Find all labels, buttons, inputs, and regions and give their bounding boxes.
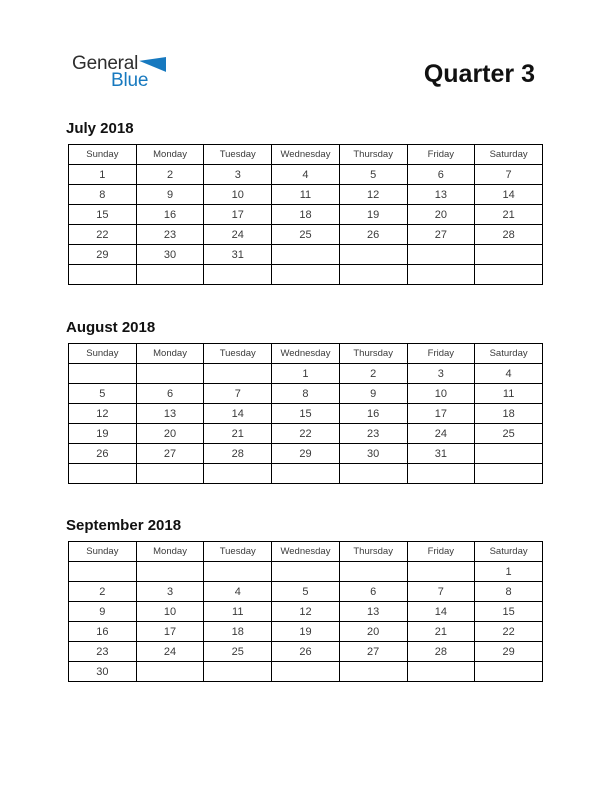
day-cell: 12: [339, 185, 407, 205]
day-cell: 15: [272, 404, 340, 424]
day-cell: 13: [339, 602, 407, 622]
day-cell: 25: [475, 424, 543, 444]
empty-day-cell: [204, 364, 272, 384]
day-cell: 4: [204, 582, 272, 602]
day-cell: 25: [272, 225, 340, 245]
day-cell: 16: [136, 205, 204, 225]
day-cell: 12: [69, 404, 137, 424]
weekday-header-row: [69, 145, 543, 165]
day-cell: 22: [69, 225, 137, 245]
week-row: [69, 404, 543, 424]
day-cell: 19: [272, 622, 340, 642]
empty-day-cell: [272, 562, 340, 582]
calendar-table-august: [68, 343, 543, 484]
day-cell: 26: [69, 444, 137, 464]
empty-day-cell: [136, 364, 204, 384]
day-cell: 5: [339, 165, 407, 185]
week-row: [69, 424, 543, 444]
weekday-header-cell: Tuesday: [204, 145, 272, 165]
day-cell: 24: [136, 642, 204, 662]
day-cell: 29: [475, 642, 543, 662]
day-cell: 8: [475, 582, 543, 602]
week-row: [69, 562, 543, 582]
day-cell: 8: [69, 185, 137, 205]
empty-day-cell: [475, 464, 543, 484]
empty-day-cell: [339, 562, 407, 582]
empty-day-cell: [272, 464, 340, 484]
empty-day-cell: [475, 662, 543, 682]
weekday-header-cell: Sunday: [69, 344, 137, 364]
day-cell: 14: [204, 404, 272, 424]
empty-day-cell: [475, 245, 543, 265]
empty-day-cell: [407, 662, 475, 682]
empty-day-cell: [407, 464, 475, 484]
weekday-header-cell: Monday: [136, 145, 204, 165]
weekday-header-cell: Wednesday: [272, 344, 340, 364]
week-row: [69, 622, 543, 642]
page-title: Quarter 3: [423, 60, 535, 88]
general-blue-logo: [72, 54, 166, 91]
day-cell: 16: [69, 622, 137, 642]
empty-day-cell: [272, 245, 340, 265]
empty-day-cell: [69, 364, 137, 384]
empty-day-cell: [339, 662, 407, 682]
day-cell: 2: [339, 364, 407, 384]
day-cell: 22: [272, 424, 340, 444]
day-cell: 21: [407, 622, 475, 642]
weekday-header-cell: Sunday: [69, 542, 137, 562]
empty-day-cell: [204, 464, 272, 484]
day-cell: 2: [69, 582, 137, 602]
week-row: [69, 444, 543, 464]
day-cell: 26: [339, 225, 407, 245]
day-cell: 19: [339, 205, 407, 225]
day-cell: 5: [272, 582, 340, 602]
day-cell: 9: [69, 602, 137, 622]
weekday-header-row: [69, 344, 543, 364]
month-heading-august: August 2018: [66, 319, 156, 336]
day-cell: 6: [136, 384, 204, 404]
empty-day-cell: [204, 265, 272, 285]
day-cell: 30: [339, 444, 407, 464]
empty-day-cell: [475, 444, 543, 464]
empty-day-cell: [69, 562, 137, 582]
day-cell: 5: [69, 384, 137, 404]
weekday-header-cell: Friday: [407, 344, 475, 364]
day-cell: 9: [136, 185, 204, 205]
week-row: [69, 185, 543, 205]
day-cell: 21: [204, 424, 272, 444]
logo-text-general: General: [72, 53, 139, 74]
day-cell: 10: [407, 384, 475, 404]
day-cell: 6: [339, 582, 407, 602]
day-cell: 9: [339, 384, 407, 404]
weekday-header-cell: Tuesday: [204, 344, 272, 364]
week-row: [69, 602, 543, 622]
day-cell: 13: [136, 404, 204, 424]
day-cell: 31: [204, 245, 272, 265]
day-cell: 29: [69, 245, 137, 265]
day-cell: 10: [204, 185, 272, 205]
day-cell: 18: [475, 404, 543, 424]
logo-text-blue: Blue: [111, 70, 149, 91]
day-cell: 1: [272, 364, 340, 384]
empty-day-cell: [272, 662, 340, 682]
day-cell: 7: [204, 384, 272, 404]
day-cell: 23: [339, 424, 407, 444]
weekday-header-row: [69, 542, 543, 562]
day-cell: 20: [339, 622, 407, 642]
empty-day-cell: [136, 464, 204, 484]
day-cell: 11: [475, 384, 543, 404]
weekday-header-cell: Friday: [407, 145, 475, 165]
weekday-header-cell: Thursday: [339, 344, 407, 364]
week-row: [69, 662, 543, 682]
month-section-august: [68, 319, 543, 484]
day-cell: 3: [204, 165, 272, 185]
day-cell: 19: [69, 424, 137, 444]
week-row: [69, 642, 543, 662]
weekday-header-cell: Saturday: [475, 542, 543, 562]
empty-day-cell: [136, 265, 204, 285]
empty-day-cell: [339, 464, 407, 484]
day-cell: 16: [339, 404, 407, 424]
weekday-header-cell: Saturday: [475, 145, 543, 165]
day-cell: 12: [272, 602, 340, 622]
day-cell: 23: [69, 642, 137, 662]
day-cell: 1: [69, 165, 137, 185]
empty-day-cell: [407, 245, 475, 265]
empty-day-cell: [407, 265, 475, 285]
weekday-header-cell: Sunday: [69, 145, 137, 165]
day-cell: 15: [475, 602, 543, 622]
week-row: [69, 384, 543, 404]
weekday-header-cell: Monday: [136, 344, 204, 364]
day-cell: 20: [136, 424, 204, 444]
month-section-july: [68, 120, 543, 285]
week-row: [69, 265, 543, 285]
weekday-header-cell: Thursday: [339, 145, 407, 165]
day-cell: 14: [475, 185, 543, 205]
calendar-table-september: [68, 541, 543, 682]
day-cell: 23: [136, 225, 204, 245]
empty-day-cell: [339, 245, 407, 265]
weekday-header-cell: Tuesday: [204, 542, 272, 562]
empty-day-cell: [69, 265, 137, 285]
logo-line2: [111, 71, 166, 91]
weekday-header-cell: Friday: [407, 542, 475, 562]
day-cell: 27: [339, 642, 407, 662]
day-cell: 2: [136, 165, 204, 185]
weekday-header-cell: Wednesday: [272, 145, 340, 165]
week-row: [69, 464, 543, 484]
empty-day-cell: [475, 265, 543, 285]
day-cell: 24: [407, 424, 475, 444]
day-cell: 14: [407, 602, 475, 622]
day-cell: 30: [136, 245, 204, 265]
month-section-september: [68, 517, 543, 682]
day-cell: 20: [407, 205, 475, 225]
week-row: [69, 245, 543, 265]
day-cell: 4: [272, 165, 340, 185]
day-cell: 10: [136, 602, 204, 622]
day-cell: 27: [136, 444, 204, 464]
day-cell: 30: [69, 662, 137, 682]
day-cell: 28: [475, 225, 543, 245]
day-cell: 15: [69, 205, 137, 225]
empty-day-cell: [136, 562, 204, 582]
day-cell: 27: [407, 225, 475, 245]
day-cell: 29: [272, 444, 340, 464]
weekday-header-cell: Monday: [136, 542, 204, 562]
weekday-header-cell: Saturday: [475, 344, 543, 364]
day-cell: 7: [407, 582, 475, 602]
empty-day-cell: [69, 464, 137, 484]
week-row: [69, 165, 543, 185]
day-cell: 24: [204, 225, 272, 245]
day-cell: 28: [204, 444, 272, 464]
day-cell: 26: [272, 642, 340, 662]
day-cell: 25: [204, 642, 272, 662]
day-cell: 3: [136, 582, 204, 602]
week-row: [69, 582, 543, 602]
week-row: [69, 205, 543, 225]
empty-day-cell: [204, 662, 272, 682]
day-cell: 18: [204, 622, 272, 642]
day-cell: 22: [475, 622, 543, 642]
day-cell: 17: [407, 404, 475, 424]
day-cell: 17: [204, 205, 272, 225]
day-cell: 6: [407, 165, 475, 185]
month-heading-september: September 2018: [66, 517, 182, 534]
calendar-table-july: [68, 144, 543, 285]
day-cell: 7: [475, 165, 543, 185]
day-cell: 31: [407, 444, 475, 464]
weekday-header-cell: Thursday: [339, 542, 407, 562]
day-cell: 3: [407, 364, 475, 384]
day-cell: 28: [407, 642, 475, 662]
weekday-header-cell: Wednesday: [272, 542, 340, 562]
empty-day-cell: [136, 662, 204, 682]
day-cell: 1: [475, 562, 543, 582]
day-cell: 18: [272, 205, 340, 225]
day-cell: 17: [136, 622, 204, 642]
day-cell: 21: [475, 205, 543, 225]
day-cell: 8: [272, 384, 340, 404]
empty-day-cell: [407, 562, 475, 582]
week-row: [69, 364, 543, 384]
day-cell: 11: [272, 185, 340, 205]
empty-day-cell: [204, 562, 272, 582]
day-cell: 4: [475, 364, 543, 384]
month-heading-july: July 2018: [66, 120, 134, 137]
week-row: [69, 225, 543, 245]
empty-day-cell: [339, 265, 407, 285]
empty-day-cell: [272, 265, 340, 285]
day-cell: 13: [407, 185, 475, 205]
day-cell: 11: [204, 602, 272, 622]
